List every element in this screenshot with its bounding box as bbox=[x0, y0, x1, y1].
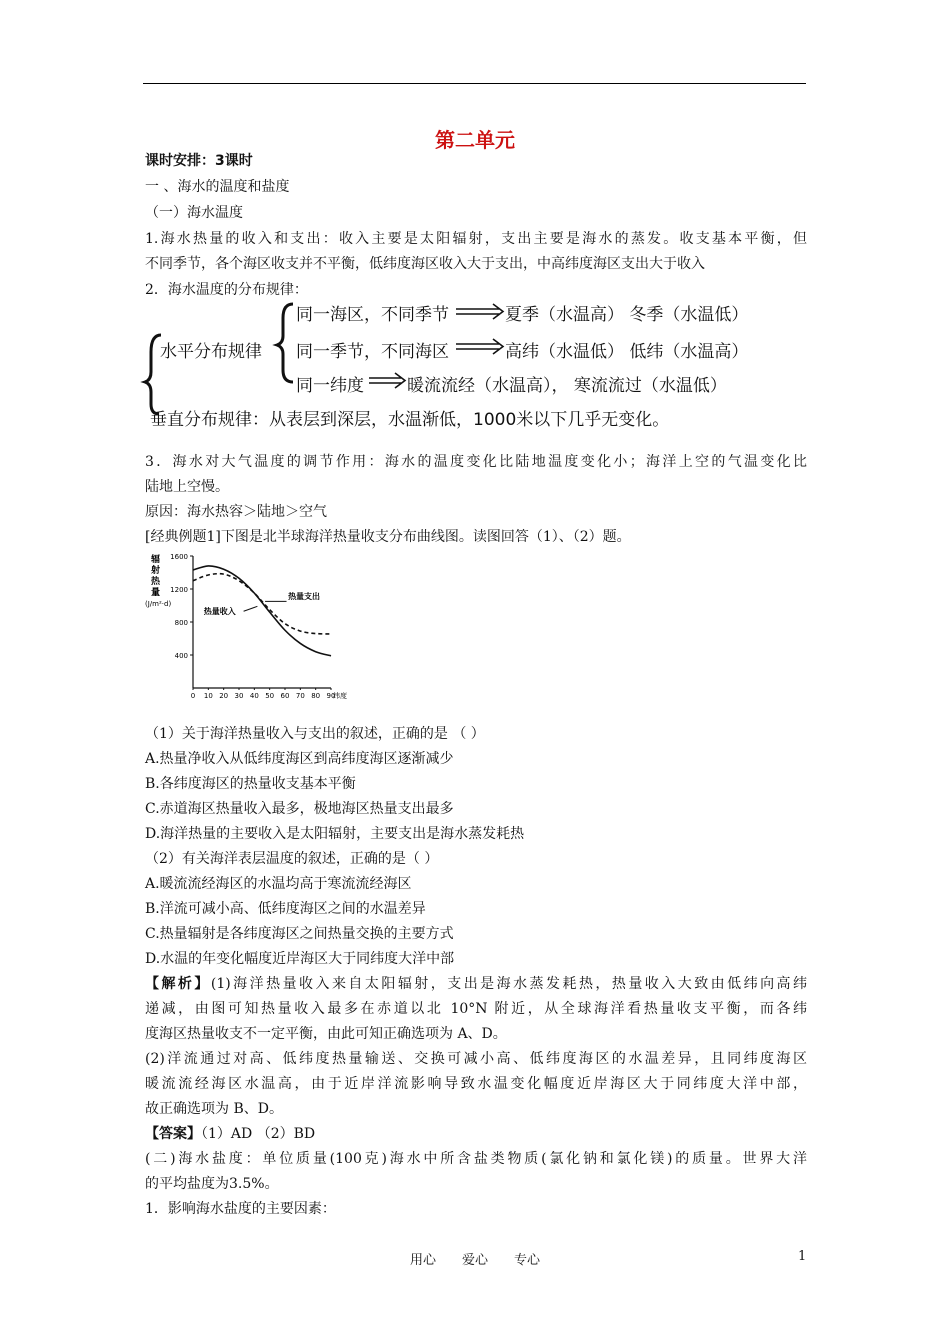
option: B.洋流可减小高、低纬度海区之间的水温差异 bbox=[145, 901, 426, 917]
x-axis-label: 纬度 bbox=[333, 692, 347, 700]
diagram-result: 暖流流经（水温高）， 寒流流过（水温低） bbox=[407, 376, 727, 396]
series-line-expenditure bbox=[193, 574, 331, 634]
series-label: 热量收入 bbox=[203, 606, 236, 616]
analysis-line: (2)洋流通过对高、低纬度热量输送、交换可减小高、低纬度海区的水温差异，且同纬度海区 bbox=[145, 1051, 807, 1067]
chart-svg bbox=[143, 548, 347, 700]
x-tick-label: 40 bbox=[249, 692, 259, 700]
diagram-condition: 同一纬度 bbox=[296, 376, 364, 396]
x-tick-label: 30 bbox=[234, 692, 244, 700]
paragraph-line: 2．海水温度的分布规律： bbox=[145, 282, 308, 298]
inner-brace bbox=[277, 304, 293, 382]
double-arrow-icon bbox=[369, 373, 405, 388]
analysis-line: 递减，由图可知热量收入最多在赤道以北 10°N 附近，从全球海洋看热量收支平衡，而各纬 bbox=[145, 1001, 807, 1017]
schedule: 课时安排：3课时 bbox=[145, 153, 253, 169]
analysis-line: 暖流流经海区水温高，由于近岸洋流影响导致水温变化幅度近岸海区大于同纬度大洋中部， bbox=[145, 1076, 807, 1092]
x-tick-label: 50 bbox=[265, 692, 275, 700]
y-axis-label-char: 热 bbox=[151, 577, 161, 587]
x-tick-label: 10 bbox=[203, 692, 213, 700]
option: C.赤道海区热量收入最多，极地海区热量支出最多 bbox=[145, 801, 454, 817]
x-tick-label: 80 bbox=[311, 692, 321, 700]
salinity-line: (二)海水盐度：单位质量(100克)海水中所含盐类物质(氯化钠和氯化镁)的质量。世界大洋 bbox=[145, 1151, 807, 1167]
y-tick-label: 800 bbox=[174, 619, 188, 627]
subsection-heading: （一）海水温度 bbox=[145, 205, 243, 221]
distribution-diagram bbox=[143, 292, 803, 432]
paragraph-line: 1.海水热量的收入和支出：收入主要是太阳辐射，支出主要是海水的蒸发。收支基本平衡，但 bbox=[145, 231, 807, 247]
option: A.暖流流经海区的水温均高于寒流流经海区 bbox=[145, 876, 412, 892]
option: D.海洋热量的主要收入是太阳辐射，主要支出是海水蒸发耗热 bbox=[145, 826, 525, 842]
paragraph-line: 3．海水对大气温度的调节作用：海水的温度变化比陆地温度变化小；海洋上空的气温变化比 bbox=[145, 454, 807, 470]
diagram-result: 高纬（水温低） 低纬（水温高） bbox=[505, 342, 749, 362]
factors-heading: 1．影响海水盐度的主要因素： bbox=[145, 1201, 336, 1217]
x-tick-label: 20 bbox=[219, 692, 229, 700]
analysis-line: 度海区热量收支不一定平衡，由此可知正确选项为 A、D。 bbox=[145, 1026, 507, 1042]
paragraph-line: 不同季节，各个海区收支并不平衡，低纬度海区收入大于支出，中高纬度海区支出大于收入 bbox=[145, 256, 705, 272]
y-axis-unit: (J/m²·d) bbox=[145, 600, 172, 608]
analysis-line bbox=[145, 975, 807, 993]
header-rule bbox=[143, 83, 806, 84]
vertical-rule-label: 垂直分布规律：从表层到深层，水温渐低，1000米以下几乎无变化。 bbox=[150, 410, 670, 430]
analysis-text: (1)海洋热量收入来自太阳辐射，支出是海水蒸发耗热，热量收入大致由低纬向高纬 bbox=[210, 976, 807, 992]
x-tick-label: 0 bbox=[190, 692, 196, 700]
x-tick-label: 70 bbox=[295, 692, 305, 700]
question-2: （2）有关海洋表层温度的叙述，正确的是（ ） bbox=[145, 851, 439, 867]
analysis-label: 【解析】 bbox=[145, 976, 211, 992]
option: A.热量净收入从低纬度海区到高纬度海区逐渐减少 bbox=[145, 751, 454, 767]
answer-label: 【答案】 bbox=[145, 1126, 201, 1142]
option: C.热量辐射是各纬度海区之间热量交换的主要方式 bbox=[145, 926, 454, 942]
paragraph-line: 陆地上空慢。 bbox=[145, 479, 229, 495]
y-tick-label: 1200 bbox=[170, 586, 188, 594]
y-axis-label-char: 射 bbox=[151, 566, 161, 576]
y-tick-label: 400 bbox=[174, 652, 188, 660]
series-label: 热量支出 bbox=[288, 591, 321, 601]
option: B.各纬度海区的热量收支基本平衡 bbox=[145, 776, 356, 792]
page-number: 1 bbox=[798, 1249, 807, 1264]
diagram-condition: 同一季节，不同海区 bbox=[296, 342, 449, 362]
example-heading: [经典例题1]下图是北半球海洋热量收支分布曲线图。读图回答（1）、（2）题。 bbox=[145, 529, 631, 545]
label-leader bbox=[244, 606, 258, 611]
footer-text: 用心 爱心 专心 bbox=[409, 1253, 540, 1268]
y-tick-label: 1600 bbox=[170, 553, 188, 561]
outer-brace bbox=[145, 335, 161, 414]
x-tick-label: 90 bbox=[326, 692, 336, 700]
double-arrow-icon bbox=[456, 339, 503, 354]
salinity-line: 的平均盐度为3.5%。 bbox=[145, 1176, 279, 1192]
heat-budget-chart bbox=[143, 548, 347, 700]
y-axis-label-char: 量 bbox=[151, 588, 161, 598]
page-title: 第二单元 bbox=[435, 128, 515, 152]
y-axis-label-char: 辐 bbox=[151, 555, 161, 565]
answer-text: （1）AD （2）BD bbox=[201, 1126, 316, 1142]
section-heading: 一 、海水的温度和盐度 bbox=[145, 179, 290, 195]
x-tick-label: 60 bbox=[280, 692, 290, 700]
option: D.水温的年变化幅度近岸海区大于同纬度大洋中部 bbox=[145, 951, 455, 967]
question-1: （1）关于海洋热量收入与支出的叙述，正确的是 （ ） bbox=[145, 726, 485, 742]
double-arrow-icon bbox=[456, 304, 503, 319]
horizontal-rule-label: 水平分布规律 bbox=[160, 342, 262, 362]
paragraph-line: 原因：海水热容＞陆地＞空气 bbox=[145, 504, 327, 520]
diagram-condition: 同一海区，不同季节 bbox=[296, 305, 449, 325]
answer-line bbox=[145, 1125, 315, 1143]
analysis-line: 故正确选项为 B、D。 bbox=[145, 1101, 283, 1117]
diagram-result: 夏季（水温高） 冬季（水温低） bbox=[505, 305, 749, 325]
